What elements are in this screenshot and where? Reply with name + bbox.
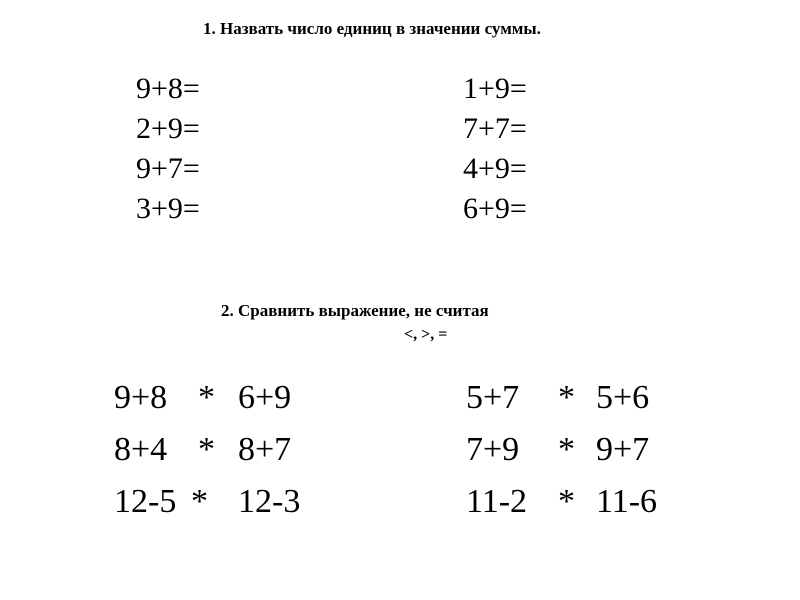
comparison-row (114, 372, 344, 424)
comparison-row (466, 476, 696, 528)
task1-expression: 1+9= (463, 72, 527, 105)
task2-title: 2. Сравнить выражение, не считая (221, 301, 489, 320)
task2-right-column (466, 372, 696, 528)
left-expression: 9+8 (114, 379, 168, 416)
right-expression: 11-6 (596, 483, 658, 520)
task1-right-column (463, 69, 527, 229)
comparison-placeholder: * (191, 483, 208, 520)
task2-comparison-symbols: <, >, = (404, 326, 448, 343)
comparison-placeholder: * (198, 431, 215, 468)
comparison-row (114, 424, 344, 476)
task1-expression: 4+9= (463, 152, 527, 185)
right-expression: 5+6 (596, 379, 650, 416)
task1-left-column (136, 69, 200, 229)
right-expression: 8+7 (238, 431, 292, 468)
left-expression: 8+4 (114, 431, 168, 468)
comparison-placeholder: * (558, 483, 575, 520)
task1-expression: 6+9= (463, 192, 527, 225)
left-expression: 7+9 (466, 431, 520, 468)
task2-left-column (114, 372, 344, 528)
task1-expression: 7+7= (463, 112, 527, 145)
right-expression: 12-3 (238, 483, 301, 520)
comparison-placeholder: * (558, 379, 575, 416)
comparison-placeholder: * (558, 431, 575, 468)
task1-title: 1. Назвать число единиц в значении суммы. (203, 19, 541, 38)
task1-expression: 2+9= (136, 112, 200, 145)
left-expression: 11-2 (466, 483, 528, 520)
task1-expression: 3+9= (136, 192, 200, 225)
task1-expression: 9+8= (136, 72, 200, 105)
left-expression: 5+7 (466, 379, 520, 416)
right-expression: 9+7 (596, 431, 650, 468)
task1-expression: 9+7= (136, 152, 200, 185)
comparison-row (466, 424, 696, 476)
left-expression: 12-5 (114, 483, 177, 520)
comparison-row (114, 476, 344, 528)
comparison-row (466, 372, 696, 424)
right-expression: 6+9 (238, 379, 292, 416)
comparison-placeholder: * (198, 379, 215, 416)
